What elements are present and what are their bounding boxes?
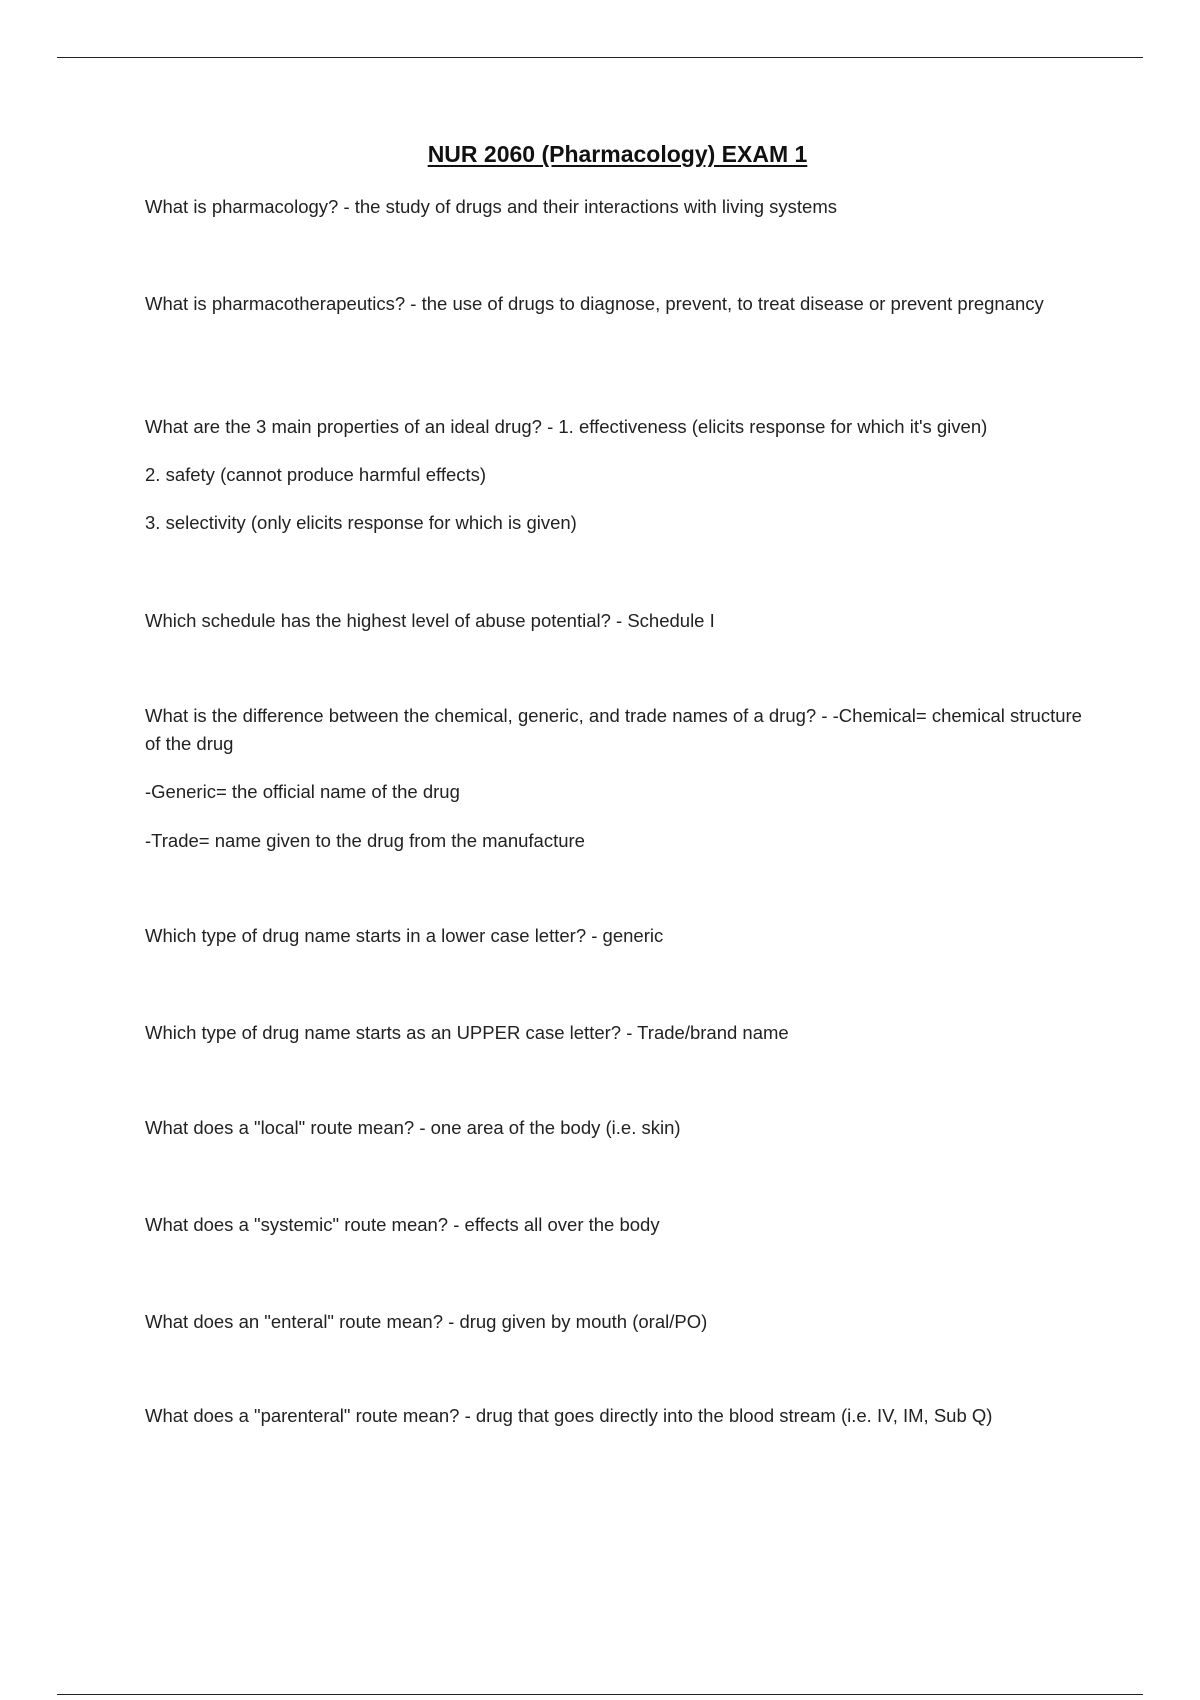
- qa-enteral-route: What does an "enteral" route mean? - drug given by mouth (oral/PO): [145, 1311, 708, 1332]
- qa-ideal-drug-properties: What are the 3 main properties of an ideal drug? - 1. effectiveness (elicits response for which it's given): [145, 416, 988, 437]
- qa-drug-names-difference: What is the difference between the chemical, generic, and trade names of a drug? - -Chemical= chemical structure of the drug: [145, 705, 1082, 754]
- qa-drug-names-trade: -Trade= name given to the drug from the manufacture: [145, 830, 585, 851]
- qa-lower-case-name: Which type of drug name starts in a lower case letter? - generic: [145, 925, 664, 946]
- document-title: NUR 2060 (Pharmacology) EXAM 1: [427, 141, 808, 167]
- qa-pharmacotherapeutics: What is pharmacotherapeutics? - the use of drugs to diagnose, prevent, to treat disease or prevent pregnancy: [145, 293, 1044, 314]
- qa-systemic-route: What does a "systemic" route mean? - effects all over the body: [145, 1214, 660, 1235]
- qa-schedule-abuse: Which schedule has the highest level of abuse potential? - Schedule I: [145, 610, 715, 631]
- qa-parenteral-route: What does a "parenteral" route mean? - drug that goes directly into the blood stream (i.e. IV, IM, Sub Q): [145, 1405, 993, 1426]
- qa-ideal-drug-selectivity: 3. selectivity (only elicits response for which is given): [145, 512, 577, 533]
- qa-upper-case-name: Which type of drug name starts as an UPPER case letter? - Trade/brand name: [145, 1022, 789, 1043]
- qa-local-route: What does a "local" route mean? - one area of the body (i.e. skin): [145, 1117, 681, 1138]
- top-rule: [57, 57, 1143, 58]
- qa-pharmacology: What is pharmacology? - the study of drugs and their interactions with living systems: [145, 196, 838, 217]
- qa-ideal-drug-safety: 2. safety (cannot produce harmful effects): [145, 464, 487, 485]
- bottom-rule: [57, 1694, 1143, 1695]
- qa-drug-names-generic: -Generic= the official name of the drug: [145, 781, 460, 802]
